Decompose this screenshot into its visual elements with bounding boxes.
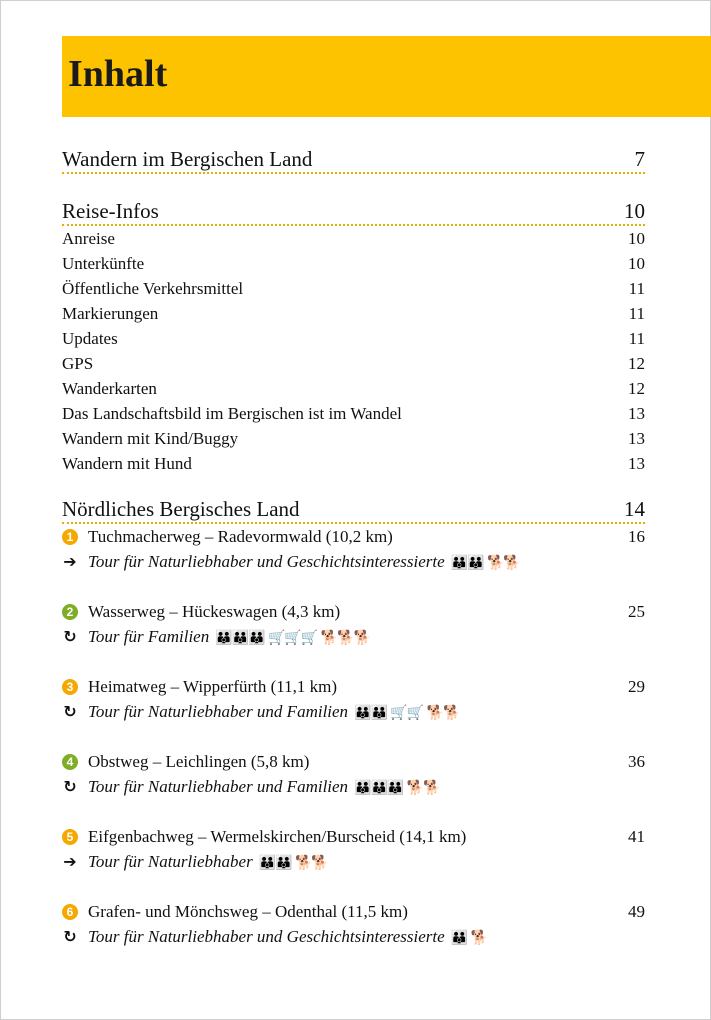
section-page: 7 (634, 147, 645, 171)
tour-name: Obstweg – Leichlingen (5,8 km) (88, 752, 310, 771)
arrow-right-icon: ➔ (63, 552, 77, 571)
section-page: 14 (624, 497, 645, 521)
entry-label: Wandern mit Hund (62, 454, 192, 473)
audience-icons: 👪👪 🛒🛒 🐕🐕 (354, 705, 460, 721)
tour-number-badge: 1 (62, 529, 78, 545)
entry-label: Öffentliche Verkehrsmittel (62, 279, 244, 298)
tour-number-badge: 4 (62, 754, 78, 770)
section-title: Nördliches Bergisches Land (62, 497, 300, 521)
page-title: Inhalt (68, 53, 168, 95)
tour-name: Wasserweg – Hückeswagen (4,3 km) (88, 602, 341, 621)
toc-entry[interactable] (62, 226, 645, 251)
entry-label: Das Landschaftsbild im Bergischen ist im Wandel (62, 404, 402, 423)
section-page: 10 (624, 199, 645, 223)
tour-description: Tour für Naturliebhaber und Familien (88, 777, 349, 796)
entry-label: Markierungen (62, 304, 159, 323)
tour-entry[interactable] (62, 899, 645, 949)
entry-label: Updates (62, 329, 118, 348)
entry-page: 13 (628, 404, 645, 423)
audience-icons: 👪👪👪 🛒🛒🛒 🐕🐕🐕 (215, 630, 371, 646)
tour-description: Tour für Naturliebhaber (88, 852, 253, 871)
toc-entry[interactable] (62, 276, 645, 301)
entry-label: GPS (62, 354, 94, 373)
entry-page: 10 (628, 229, 645, 248)
tour-name: Eifgenbachweg – Wermelskirchen/Burscheid (14,1 km) (88, 827, 467, 846)
toc (62, 146, 645, 949)
tour-number-badge: 6 (62, 904, 78, 920)
tour-name: Grafen- und Mönchsweg – Odenthal (11,5 km) (88, 902, 408, 921)
tour-number-badge: 5 (62, 829, 78, 845)
arrow-right-icon: ➔ (63, 852, 77, 871)
toc-entry[interactable] (62, 451, 645, 476)
tour-name: Heimatweg – Wipperfürth (11,1 km) (88, 677, 338, 696)
tour-description: Tour für Naturliebhaber und Geschichtsinteressierte (88, 552, 445, 571)
toc-section (62, 146, 645, 174)
tour-description: Tour für Naturliebhaber und Geschichtsinteressierte (88, 927, 445, 946)
entry-page: 13 (628, 429, 645, 448)
entry-page: 10 (628, 254, 645, 273)
audience-icons: 👪👪 🐕🐕 (258, 855, 328, 871)
toc-entry[interactable] (62, 301, 645, 326)
entry-page: 11 (628, 329, 645, 348)
loop-arrow-icon: ↻ (63, 927, 77, 946)
audience-icons: 👪 🐕 (450, 930, 488, 946)
toc-section (62, 496, 645, 949)
loop-arrow-icon: ↻ (63, 627, 77, 646)
toc-entry[interactable] (62, 401, 645, 426)
tour-entry[interactable] (62, 524, 645, 574)
entry-label: Wanderkarten (62, 379, 157, 398)
section-title: Reise-Infos (62, 199, 159, 223)
tour-number-badge: 3 (62, 679, 78, 695)
toc-section (62, 198, 645, 476)
toc-entry[interactable] (62, 351, 645, 376)
audience-icons: 👪👪👪 🐕🐕 (354, 780, 440, 796)
toc-entry[interactable] (62, 426, 645, 451)
section-heading[interactable] (62, 496, 645, 524)
tour-name: Tuchmacherweg – Radevormwald (10,2 km) (88, 527, 393, 546)
tour-entry[interactable] (62, 599, 645, 649)
section-heading[interactable] (62, 146, 645, 174)
tour-page: 29 (628, 677, 645, 696)
entry-page: 11 (628, 304, 645, 323)
loop-arrow-icon: ↻ (63, 702, 77, 721)
tour-page: 25 (628, 602, 645, 621)
header-band (62, 36, 711, 117)
tour-page: 36 (628, 752, 645, 771)
tour-description: Tour für Naturliebhaber und Familien (88, 702, 349, 721)
toc-entry[interactable] (62, 251, 645, 276)
tour-page: 16 (628, 527, 645, 546)
audience-icons: 👪👪 🐕🐕 (450, 555, 520, 571)
toc-entry[interactable] (62, 326, 645, 351)
entry-label: Anreise (62, 229, 115, 248)
section-heading[interactable] (62, 198, 645, 226)
entry-page: 12 (628, 379, 645, 398)
loop-arrow-icon: ↻ (63, 777, 77, 796)
entry-page: 12 (628, 354, 645, 373)
toc-entry[interactable] (62, 376, 645, 401)
entry-page: 13 (628, 454, 645, 473)
tour-entry[interactable] (62, 749, 645, 799)
tour-description: Tour für Familien (88, 627, 210, 646)
section-title: Wandern im Bergischen Land (62, 147, 313, 171)
tour-page: 49 (628, 902, 645, 921)
entry-label: Wandern mit Kind/Buggy (62, 429, 239, 448)
tour-entry[interactable] (62, 824, 645, 874)
tour-number-badge: 2 (62, 604, 78, 620)
entry-page: 11 (628, 279, 645, 298)
tour-entry[interactable] (62, 674, 645, 724)
tour-page: 41 (628, 827, 645, 846)
entry-label: Unterkünfte (62, 254, 145, 273)
